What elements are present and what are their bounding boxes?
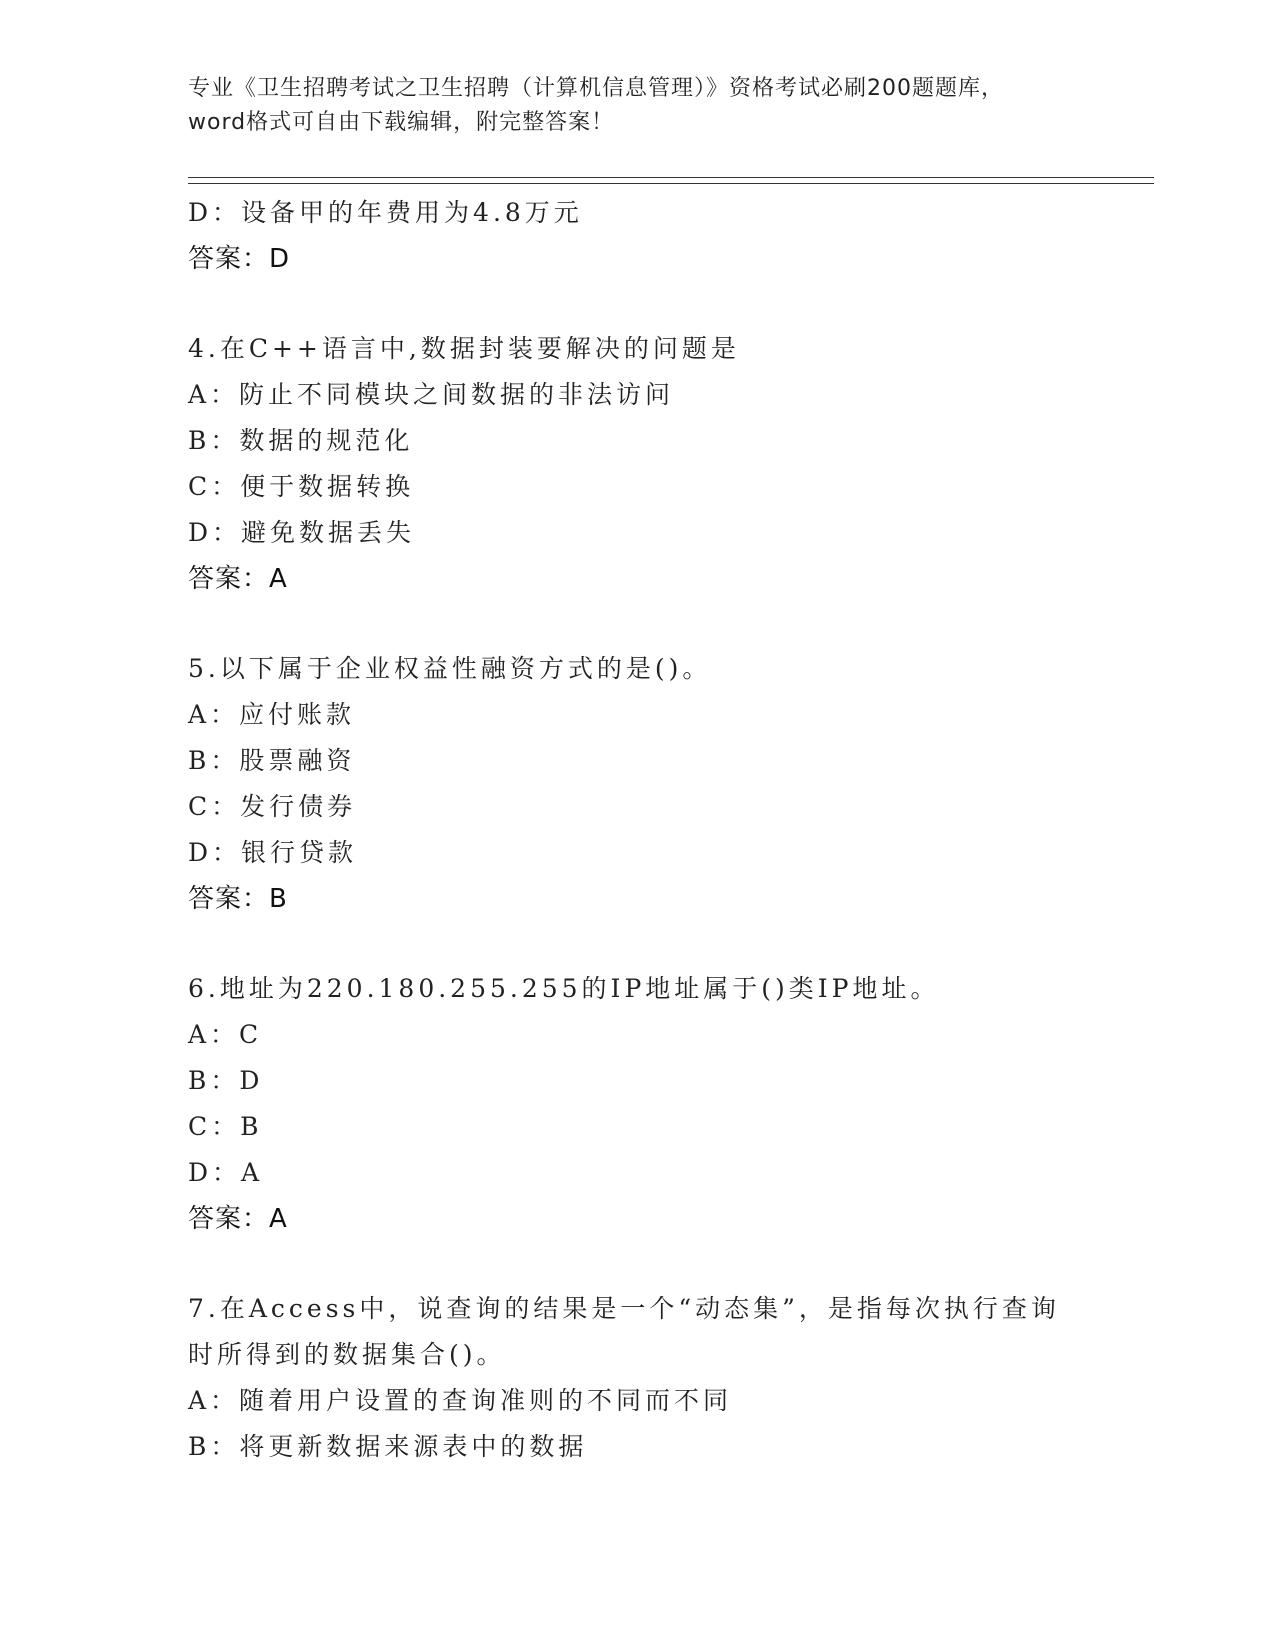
question-4-option-c: C：便于数据转换 [188,472,415,501]
header-title-line-1: 专业《卫生招聘考试之卫生招聘（计算机信息管理）》资格考试必刷200题题库， [188,76,1004,101]
question-6-option-a: A：C [188,1020,263,1049]
question-4-answer: 答案：A [188,564,288,594]
question-5-option-b: B：股票融资 [188,746,356,775]
question-4-option-d: D：避免数据丢失 [188,518,416,547]
question-7-stem-line-2: 时所得到的数据集合()。 [188,1340,506,1369]
question-4-option-a: A：防止不同模块之间数据的非法访问 [188,380,675,409]
question-7-option-a: A：随着用户设置的查询准则的不同而不同 [188,1386,733,1415]
header-title-line-2: word格式可自由下载编辑，附完整答案！ [188,110,615,135]
document-header [188,72,1088,140]
question-list [188,190,1148,1470]
prev-question-option-d: D：设备甲的年费用为4.8万元 [188,198,583,227]
question-4-option-b: B：数据的规范化 [188,426,414,455]
question-7-stem-line-1: 7.在Access中，说查询的结果是一个“动态集”，是指每次执行查询 [188,1294,1060,1323]
header-divider-bottom [188,183,1154,184]
header-divider-top [188,177,1154,178]
question-5-option-d: D：银行贷款 [188,838,358,867]
question-6-stem: 6.地址为220.180.255.255的IP地址属于()类IP地址。 [188,974,940,1003]
question-6-option-c: C：B [188,1112,263,1141]
prev-question-answer: 答案：D [188,244,291,274]
spacer [188,922,1148,966]
question-5-option-a: A：应付账款 [188,700,356,729]
question-5-answer: 答案：B [188,884,288,914]
question-5-option-c: C：发行债券 [188,792,357,821]
question-7-option-b: B：将更新数据来源表中的数据 [188,1432,588,1461]
question-4-stem: 4.在C++语言中,数据封装要解决的问题是 [188,334,740,363]
question-5-stem: 5.以下属于企业权益性融资方式的是()。 [188,654,712,683]
spacer [188,602,1148,646]
spacer [188,282,1148,326]
spacer [188,1242,1148,1286]
question-6-option-d: D：A [188,1158,264,1187]
question-6-answer: 答案：A [188,1204,288,1234]
question-6-option-b: B：D [188,1066,264,1095]
